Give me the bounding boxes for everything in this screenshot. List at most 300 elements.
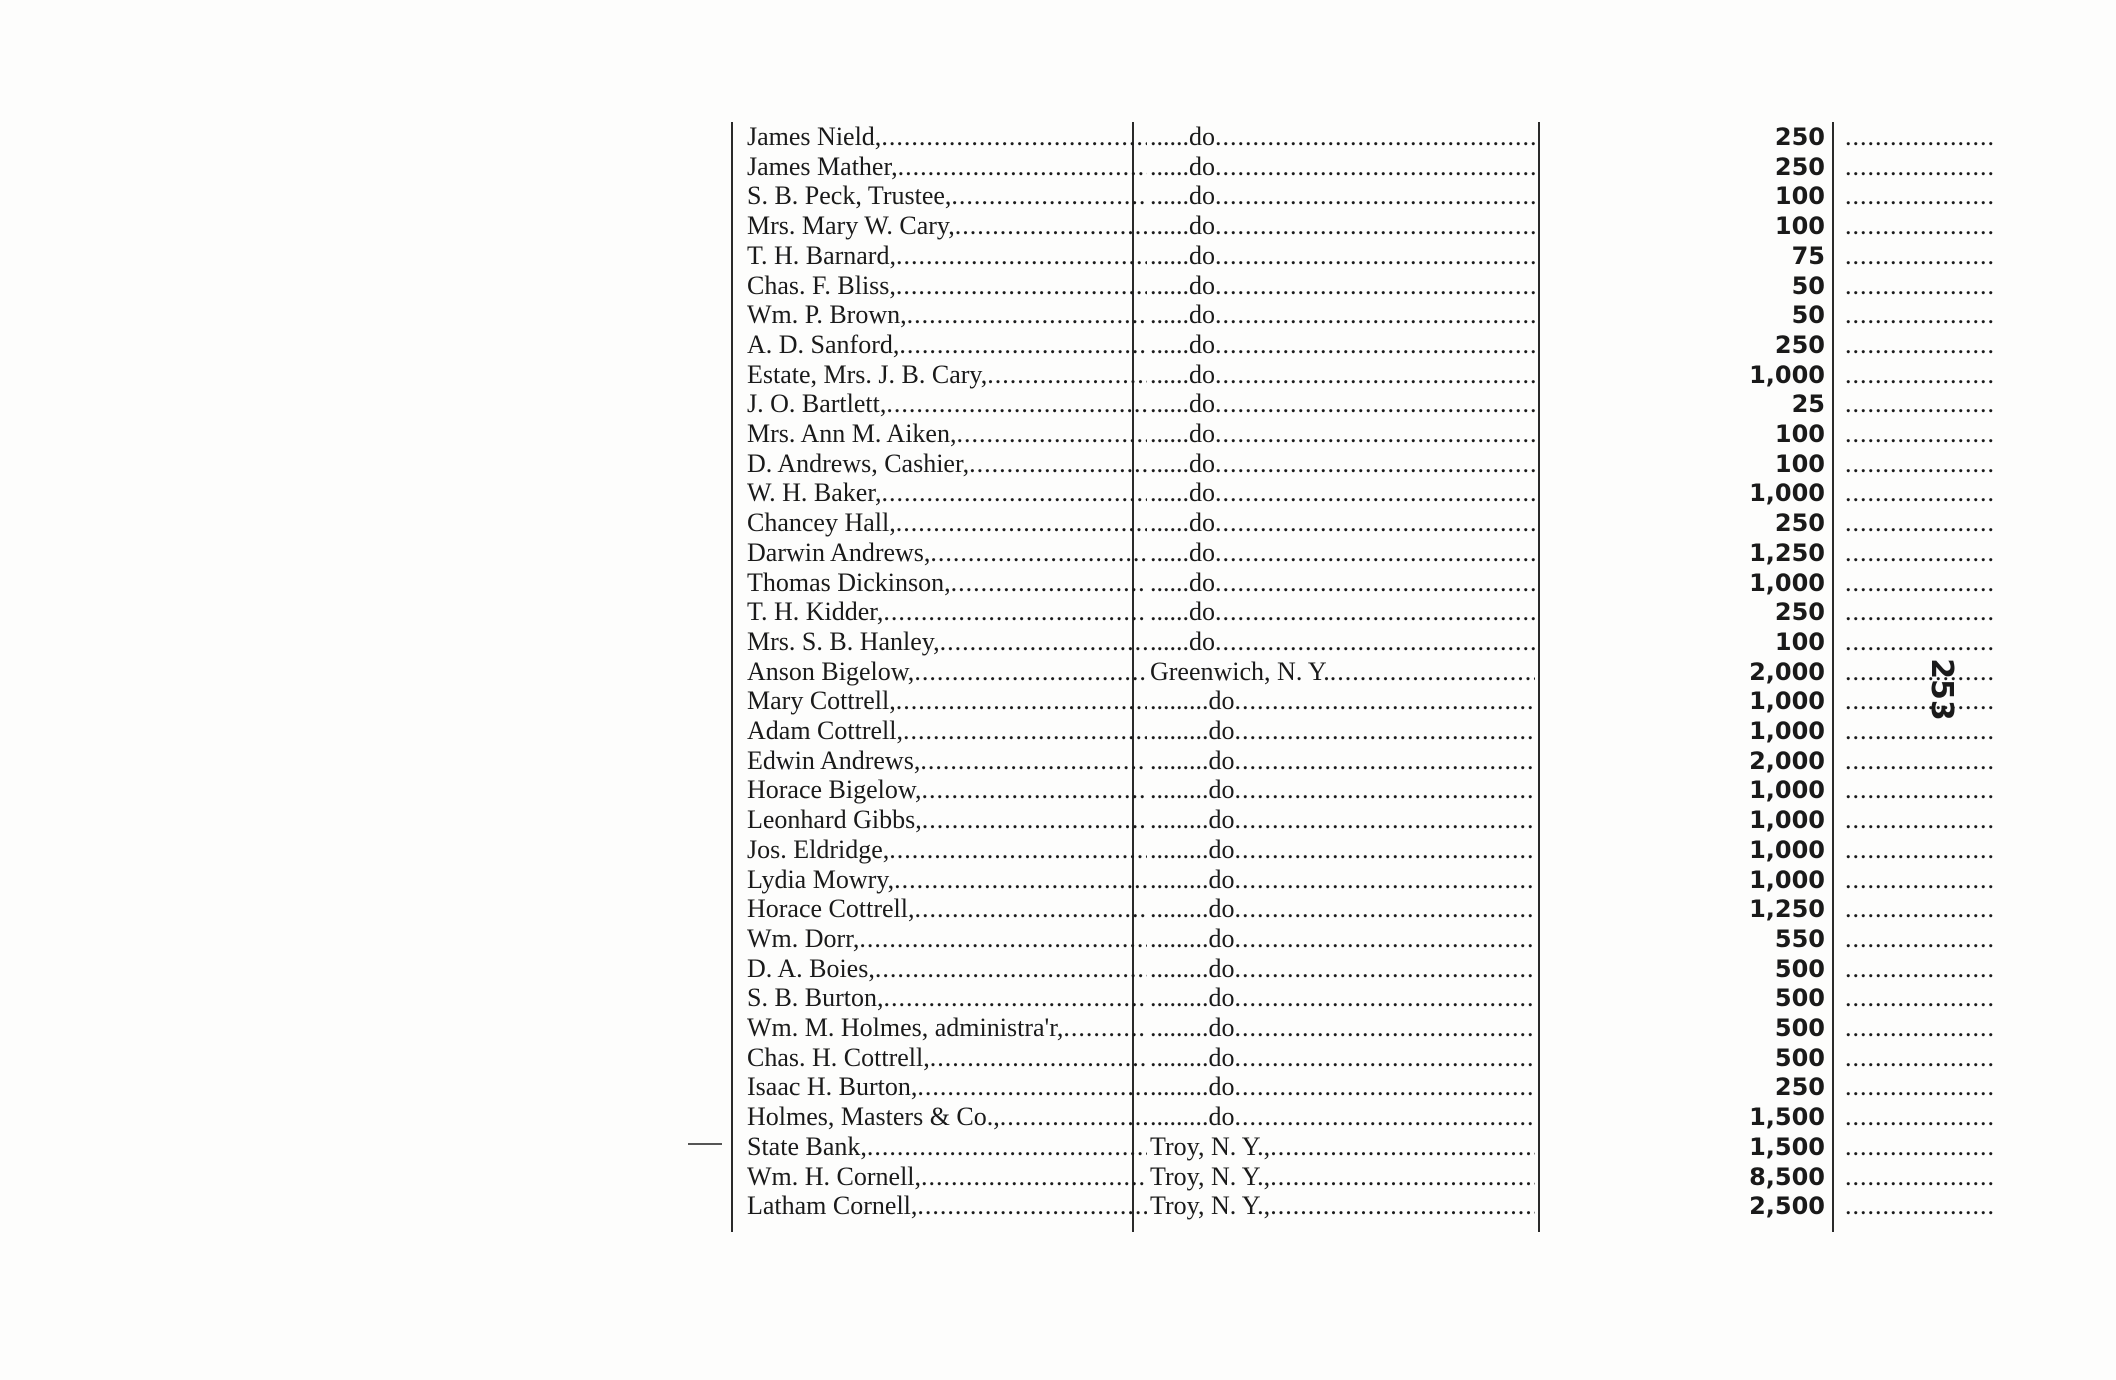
table-row (727, 1013, 1872, 1043)
residence: ......do (1150, 122, 1215, 151)
residence-cell (1150, 449, 1535, 479)
share-amount: 1,000 (1749, 360, 1825, 389)
shareholder-table (727, 122, 1872, 1232)
holder-name-cell (747, 1132, 1147, 1162)
leader-dots (1215, 508, 1535, 538)
residence: .........do (1150, 953, 1235, 983)
blank-column-cell (1845, 241, 1995, 271)
leader-dots (1215, 538, 1535, 568)
leader-dots (1845, 1132, 1995, 1162)
table-row (727, 508, 1872, 538)
leader-dots (1845, 1013, 1995, 1043)
share-amount: 1,500 (1749, 1132, 1825, 1161)
holder-name: Chas. F. Bliss, (747, 270, 896, 300)
share-amount: 550 (1774, 924, 1825, 953)
leader-dots (1845, 1102, 1995, 1132)
share-amount: 1,000 (1749, 717, 1825, 745)
blank-column-cell (1845, 597, 1995, 627)
holder-name: D. A. Boies, (747, 953, 875, 983)
holder-name: W. H. Baker, (747, 478, 882, 508)
blank-column-cell (1845, 152, 1995, 182)
leader-dots (1845, 805, 1995, 835)
residence: ......do (1150, 329, 1215, 359)
residence: ......do (1150, 537, 1215, 567)
blank-column-cell (1845, 1072, 1995, 1102)
residence-cell (1150, 865, 1535, 895)
residence-cell (1150, 746, 1535, 776)
table-row (727, 389, 1872, 419)
share-amount: 2,000 (1749, 657, 1825, 686)
leader-dots (875, 954, 1147, 984)
leader-dots (1845, 122, 1995, 152)
leader-dots (1845, 241, 1995, 271)
leader-dots (898, 152, 1147, 182)
residence-cell (1150, 627, 1535, 657)
leader-dots (1215, 241, 1535, 271)
blank-column-cell (1845, 686, 1995, 716)
leader-dots (969, 449, 1147, 479)
share-amount: 1,000 (1749, 687, 1825, 716)
leader-dots (1845, 271, 1995, 301)
holder-name-cell (747, 538, 1147, 568)
blank-column-cell (1845, 627, 1995, 657)
blank-column-cell (1845, 449, 1995, 479)
residence-cell (1150, 657, 1535, 687)
residence: ......do (1150, 181, 1215, 211)
table-row (727, 627, 1872, 657)
residence-cell (1150, 1102, 1535, 1132)
residence: .........do (1150, 864, 1235, 894)
table-row (727, 1043, 1872, 1073)
blank-column-cell (1845, 122, 1995, 152)
residence-cell (1150, 538, 1535, 568)
holder-name-cell (747, 805, 1147, 835)
holder-name: A. D. Sanford, (747, 329, 900, 359)
holder-name: Leonhard Gibbs, (747, 805, 922, 835)
page-number: 253 (1923, 658, 1959, 721)
leader-dots (1235, 1013, 1536, 1043)
holder-name-cell (747, 983, 1147, 1013)
residence: Greenwich, N. Y. (1150, 656, 1330, 686)
leader-dots (921, 1162, 1147, 1192)
residence-cell (1150, 389, 1535, 419)
holder-name-cell (747, 271, 1147, 301)
holder-name: Mrs. Ann M. Aiken, (747, 419, 957, 448)
leader-dots (1270, 1132, 1535, 1162)
holder-name: T. H. Barnard, (747, 240, 896, 270)
holder-name: Mary Cottrell, (747, 686, 896, 716)
residence: ......do (1150, 389, 1215, 419)
leader-dots (1235, 1102, 1536, 1132)
residence-cell (1150, 1162, 1535, 1192)
leader-dots (1215, 152, 1535, 182)
residence-cell (1150, 805, 1535, 835)
residence: .........do (1150, 805, 1235, 835)
residence: ......do (1150, 567, 1215, 597)
holder-name-cell (747, 181, 1147, 211)
share-amount: 500 (1774, 1014, 1825, 1042)
share-amount: 1,000 (1749, 835, 1825, 864)
holder-name: Edwin Andrews, (747, 745, 921, 775)
holder-name: Chancey Hall, (747, 508, 896, 538)
blank-column-cell (1845, 360, 1995, 390)
leader-dots (1845, 389, 1995, 419)
leader-dots (1235, 924, 1536, 954)
leader-dots (1845, 775, 1995, 805)
holder-name-cell (747, 1191, 1147, 1221)
table-row (727, 152, 1872, 182)
blank-column-cell (1845, 1043, 1995, 1073)
blank-column-cell (1845, 657, 1995, 687)
table-row (727, 746, 1872, 776)
share-amount: 50 (1791, 301, 1825, 330)
table-row (727, 1191, 1872, 1221)
leader-dots (894, 865, 1147, 895)
blank-column-cell (1845, 1132, 1995, 1162)
holder-name-cell (747, 627, 1147, 657)
leader-dots (899, 330, 1147, 360)
holder-name-cell (747, 478, 1147, 508)
holder-name-cell (747, 894, 1147, 924)
residence: ......do (1150, 508, 1215, 538)
leader-dots (1845, 330, 1995, 360)
leader-dots (1270, 1191, 1535, 1221)
leader-dots (884, 983, 1147, 1013)
table-row (727, 954, 1872, 984)
table-row (727, 449, 1872, 479)
residence-cell (1150, 508, 1535, 538)
residence-cell (1150, 1132, 1535, 1162)
blank-column-cell (1845, 568, 1995, 598)
holder-name: Anson Bigelow, (747, 656, 915, 686)
blank-column-cell (1845, 300, 1995, 330)
leader-dots (1063, 1013, 1147, 1043)
leader-dots (859, 924, 1147, 954)
holder-name-cell (747, 1043, 1147, 1073)
leader-dots (1215, 389, 1535, 419)
share-amount: 1,000 (1749, 479, 1825, 508)
leader-dots (1215, 597, 1535, 627)
leader-dots (1215, 419, 1535, 449)
leader-dots (1845, 597, 1995, 627)
leader-dots (956, 419, 1147, 449)
residence-cell (1150, 360, 1535, 390)
leader-dots (987, 360, 1147, 390)
blank-column-cell (1845, 419, 1995, 449)
holder-name-cell (747, 865, 1147, 895)
blank-column-cell (1845, 271, 1995, 301)
residence: Troy, N. Y., (1150, 1191, 1271, 1221)
leader-dots (1000, 1102, 1147, 1132)
table-row (727, 181, 1872, 211)
residence-cell (1150, 152, 1535, 182)
residence-cell (1150, 835, 1535, 865)
blank-column-cell (1845, 924, 1995, 954)
leader-dots (1215, 360, 1535, 390)
holder-name-cell (747, 686, 1147, 716)
leader-dots (1235, 1043, 1536, 1073)
leader-dots (1845, 716, 1995, 746)
residence-cell (1150, 271, 1535, 301)
blank-column-cell (1845, 805, 1995, 835)
table-row (727, 271, 1872, 301)
leader-dots (1235, 775, 1536, 805)
leader-dots (1845, 478, 1995, 508)
blank-column-cell (1845, 538, 1995, 568)
table-row (727, 835, 1872, 865)
leader-dots (951, 181, 1147, 211)
leader-dots (1215, 478, 1535, 508)
holder-name: T. H. Kidder, (747, 597, 884, 627)
table-row (727, 330, 1872, 360)
residence: .........do (1150, 1042, 1235, 1072)
leader-dots (1235, 716, 1536, 746)
share-amount: 2,000 (1749, 746, 1825, 775)
share-amount: 1,000 (1749, 568, 1825, 597)
holder-name-cell (747, 746, 1147, 776)
residence: ......do (1150, 359, 1215, 389)
table-row (727, 122, 1872, 152)
leader-dots (1235, 1072, 1536, 1102)
holder-name: Chas. H. Cottrell, (747, 1042, 930, 1072)
share-amount: 25 (1791, 390, 1825, 419)
share-amount: 8,500 (1749, 1162, 1825, 1191)
holder-name: Wm. H. Cornell, (747, 1161, 922, 1191)
holder-name-cell (747, 211, 1147, 241)
table-row (727, 211, 1872, 241)
leader-dots (1270, 1162, 1535, 1192)
share-amount: 2,500 (1749, 1192, 1825, 1221)
holder-name-cell (747, 122, 1147, 152)
table-row (727, 360, 1872, 390)
share-amount: 75 (1791, 241, 1825, 270)
leader-dots (867, 1132, 1147, 1162)
leader-dots (1215, 211, 1535, 241)
leader-dots (881, 478, 1147, 508)
holder-name-cell (747, 152, 1147, 182)
blank-column-cell (1845, 478, 1995, 508)
leader-dots (951, 568, 1147, 598)
leader-dots (1215, 122, 1535, 152)
holder-name: Thomas Dickinson, (747, 567, 951, 597)
residence-cell (1150, 775, 1535, 805)
holder-name-cell (747, 716, 1147, 746)
leader-dots (920, 746, 1147, 776)
leader-dots (1845, 657, 1995, 687)
share-amount: 250 (1774, 598, 1825, 627)
residence-cell (1150, 1013, 1535, 1043)
holder-name-cell (747, 360, 1147, 390)
leader-dots (1845, 924, 1995, 954)
holder-name: James Mather, (747, 151, 898, 181)
residence: ......do (1150, 151, 1215, 181)
leader-dots (1845, 746, 1995, 776)
leader-dots (1845, 1162, 1995, 1192)
leader-dots (1845, 686, 1995, 716)
leader-dots (1845, 419, 1995, 449)
table-row (727, 865, 1872, 895)
table-row (727, 775, 1872, 805)
residence-cell (1150, 478, 1535, 508)
holder-name: Wm. P. Brown, (747, 300, 907, 330)
residence: .........do (1150, 716, 1235, 745)
leader-dots (1215, 449, 1535, 479)
residence: ......do (1150, 300, 1215, 330)
leader-dots (1845, 865, 1995, 895)
holder-name-cell (747, 1102, 1147, 1132)
residence-cell (1150, 1072, 1535, 1102)
table-row (727, 716, 1872, 746)
holder-name-cell (747, 568, 1147, 598)
table-row (727, 241, 1872, 271)
leader-dots (1235, 805, 1536, 835)
residence-cell (1150, 419, 1535, 449)
share-amount: 250 (1774, 509, 1825, 538)
blank-column-cell (1845, 1191, 1995, 1221)
holder-name: Latham Cornell, (747, 1191, 918, 1221)
residence-cell (1150, 181, 1535, 211)
leader-dots (1845, 181, 1995, 211)
holder-name: Estate, Mrs. J. B. Cary, (747, 359, 988, 389)
holder-name: Darwin Andrews, (747, 537, 931, 567)
holder-name: Jos. Eldridge, (747, 834, 890, 864)
holder-name: Holmes, Masters & Co., (747, 1102, 1000, 1132)
margin-dash (688, 1143, 722, 1145)
holder-name: D. Andrews, Cashier, (747, 448, 970, 478)
holder-name-cell (747, 1162, 1147, 1192)
holder-name: Horace Cottrell, (747, 894, 915, 924)
leader-dots (896, 241, 1147, 271)
share-amount: 250 (1774, 1073, 1825, 1102)
leader-dots (1215, 271, 1535, 301)
residence: ......do (1150, 626, 1215, 656)
blank-column-cell (1845, 775, 1995, 805)
share-amount: 1,000 (1749, 776, 1825, 805)
holder-name: Mrs. Mary W. Cary, (747, 211, 955, 241)
residence-cell (1150, 300, 1535, 330)
blank-column-cell (1845, 894, 1995, 924)
blank-column-cell (1845, 835, 1995, 865)
residence-cell (1150, 211, 1535, 241)
holder-name: J. O. Bartlett, (747, 389, 887, 419)
residence: .........do (1150, 1013, 1235, 1042)
residence: Troy, N. Y., (1150, 1131, 1271, 1161)
table-row (727, 894, 1872, 924)
holder-name: Isaac H. Burton, (747, 1072, 918, 1102)
residence-cell (1150, 241, 1535, 271)
leader-dots (889, 835, 1147, 865)
leader-dots (1845, 538, 1995, 568)
leader-dots (886, 389, 1147, 419)
share-amount: 1,250 (1749, 538, 1825, 567)
leader-dots (1845, 1191, 1995, 1221)
holder-name-cell (747, 419, 1147, 449)
residence-cell (1150, 1191, 1535, 1221)
holder-name-cell (747, 508, 1147, 538)
share-amount: 100 (1774, 212, 1825, 241)
holder-name-cell (747, 597, 1147, 627)
residence-cell (1150, 330, 1535, 360)
residence: .........do (1150, 894, 1235, 924)
table-row (727, 686, 1872, 716)
residence: ......do (1150, 597, 1215, 627)
share-amount: 1,250 (1749, 895, 1825, 924)
leader-dots (922, 805, 1147, 835)
blank-column-cell (1845, 330, 1995, 360)
holder-name: State Bank, (747, 1131, 867, 1161)
share-amount: 500 (1774, 1043, 1825, 1072)
residence-cell (1150, 122, 1535, 152)
table-row (727, 924, 1872, 954)
share-amount: 500 (1774, 984, 1825, 1013)
holder-name-cell (747, 924, 1147, 954)
table-row (727, 1162, 1872, 1192)
residence-cell (1150, 924, 1535, 954)
table-row (727, 983, 1872, 1013)
holder-name-cell (747, 449, 1147, 479)
residence-cell (1150, 568, 1535, 598)
leader-dots (921, 775, 1147, 805)
share-amount: 1,000 (1749, 865, 1825, 894)
leader-dots (1215, 568, 1535, 598)
table-row (727, 805, 1872, 835)
leader-dots (881, 122, 1147, 152)
blank-column-cell (1845, 1162, 1995, 1192)
leader-dots (1235, 954, 1536, 984)
holder-name-cell (747, 389, 1147, 419)
leader-dots (1845, 627, 1995, 657)
blank-column-cell (1845, 1102, 1995, 1132)
share-amount: 500 (1774, 954, 1825, 983)
residence: ......do (1150, 270, 1215, 300)
holder-name-cell (747, 241, 1147, 271)
holder-name: Adam Cottrell, (747, 716, 903, 745)
table-row (727, 597, 1872, 627)
leader-dots (903, 716, 1147, 746)
residence: ......do (1150, 419, 1215, 448)
blank-column-cell (1845, 508, 1995, 538)
holder-name-cell (747, 1072, 1147, 1102)
share-amount: 100 (1774, 449, 1825, 478)
leader-dots (896, 271, 1147, 301)
blank-column-cell (1845, 389, 1995, 419)
leader-dots (1235, 686, 1536, 716)
leader-dots (1215, 330, 1535, 360)
residence: .........do (1150, 923, 1235, 953)
blank-column-cell (1845, 716, 1995, 746)
residence-cell (1150, 597, 1535, 627)
leader-dots (915, 894, 1148, 924)
holder-name-cell (747, 330, 1147, 360)
blank-column-cell (1845, 1013, 1995, 1043)
blank-column-cell (1845, 211, 1995, 241)
holder-name-cell (747, 835, 1147, 865)
share-amount: 100 (1774, 182, 1825, 211)
residence: Troy, N. Y., (1150, 1161, 1271, 1191)
blank-column-cell (1845, 954, 1995, 984)
holder-name: Mrs. S. B. Hanley, (747, 626, 940, 656)
residence-cell (1150, 954, 1535, 984)
holder-name: Wm. Dorr, (747, 923, 860, 953)
residence: ......do (1150, 478, 1215, 508)
residence-cell (1150, 1043, 1535, 1073)
leader-dots (1215, 181, 1535, 211)
leader-dots (1235, 983, 1536, 1013)
holder-name-cell (747, 657, 1147, 687)
residence: .........do (1150, 1072, 1235, 1102)
residence-cell (1150, 686, 1535, 716)
share-amount: 100 (1774, 420, 1825, 448)
